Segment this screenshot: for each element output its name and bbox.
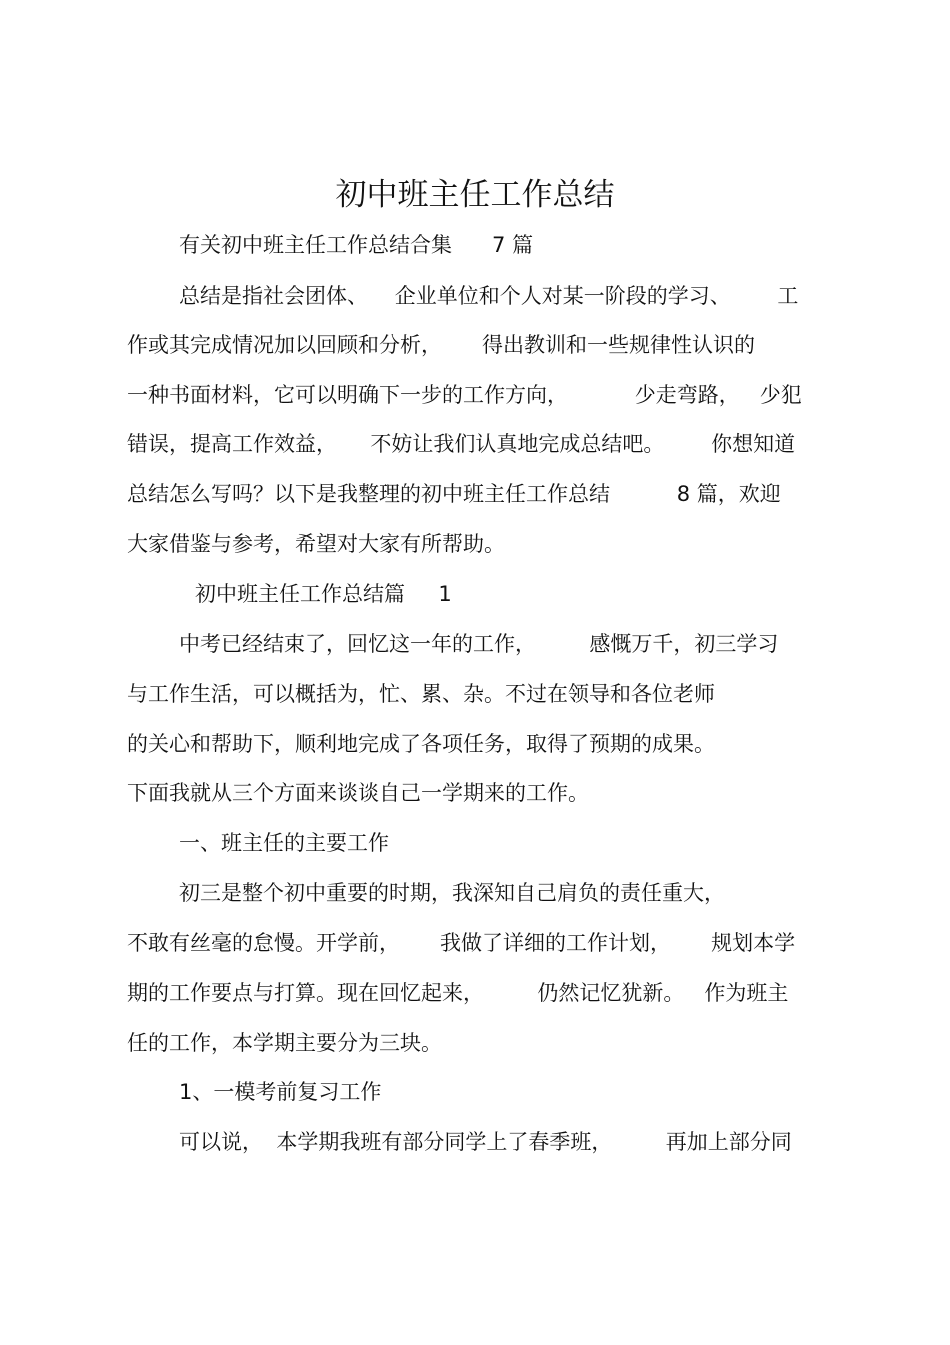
paragraph-line: 任的工作，本学期主要分为三块。 (127, 1031, 442, 1055)
paragraph-line: 大家借鉴与参考，希望对大家有所帮助。 (127, 532, 505, 556)
paragraph-line: 中考已经结束了，回忆这一年的工作， 感慨万千，初三学习 (179, 632, 779, 656)
paragraph-line: 期的工作要点与打算。现在回忆起来， 仍然记忆犹新。 作为班主 (127, 981, 789, 1005)
subsection-heading: 1、一模考前复习工作 (179, 1080, 382, 1104)
section-heading: 初中班主任工作总结篇 1 (195, 582, 452, 606)
paragraph-line: 与工作生活，可以概括为，忙、累、杂。不过在领导和各位老师 (127, 682, 715, 706)
paragraph-line: 作或其完成情况加以回顾和分析， 得出教训和一些规律性认识的 (127, 333, 756, 357)
paragraph-line: 可以说， 本学期我班有部分同学上了春季班， 再加上部分同 (179, 1130, 792, 1154)
paragraph-line: 错误，提高工作效益， 不妨让我们认真地完成总结吧。 你想知道 (127, 432, 796, 456)
paragraph-line: 总结怎么写吗？以下是我整理的初中班主任工作总结 8 篇，欢迎 (127, 482, 781, 506)
section-heading: 一、班主任的主要工作 (179, 831, 389, 855)
paragraph-line: 初三是整个初中重要的时期，我深知自己肩负的责任重大， (179, 881, 725, 905)
paragraph-line: 下面我就从三个方面来谈谈自己一学期来的工作。 (127, 781, 589, 805)
paragraph-line: 一种书面材料，它可以明确下一步的工作方向， 少走弯路， 少犯 (127, 383, 802, 407)
document-title: 初中班主任工作总结 (335, 177, 615, 213)
paragraph-line: 的关心和帮助下，顺利地完成了各项任务，取得了预期的成果。 (127, 732, 715, 756)
paragraph-line: 总结是指社会团体、 企业单位和个人对某一阶段的学习、 工 (179, 284, 799, 308)
paragraph-line: 不敢有丝毫的怠慢。开学前， 我做了详细的工作计划， 规划本学 (127, 931, 796, 955)
subtitle-line: 有关初中班主任工作总结合集 7 篇 (179, 233, 534, 257)
